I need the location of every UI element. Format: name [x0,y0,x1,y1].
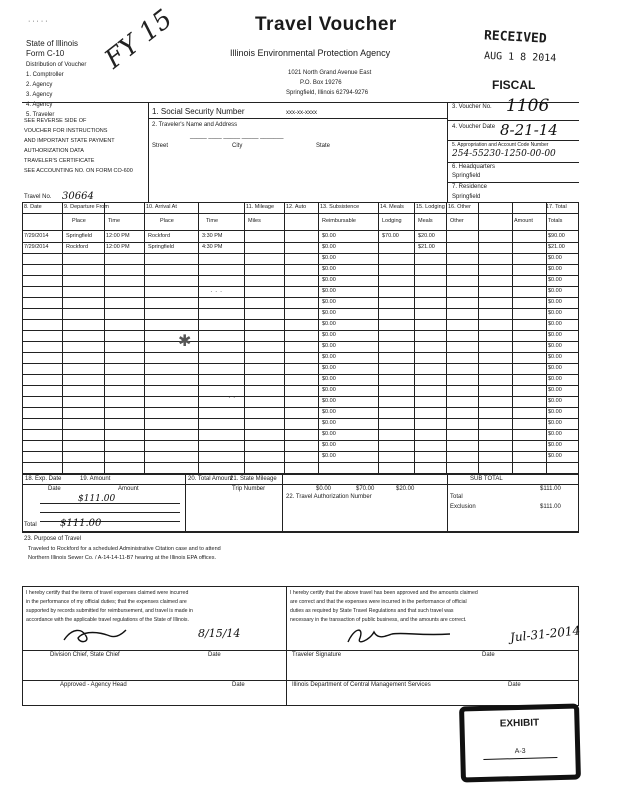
column-subheader: Place [160,218,174,224]
received-stamp: RECEIVED [483,28,547,47]
column-header: 15. Lodging [416,204,445,210]
right-signature [340,622,460,648]
column-header: 12. Auto [286,204,307,210]
row-auto-empty: $0.00 [322,376,336,382]
cert-left-line: I hereby certify that the items of travel expenses claimed were incurred [26,590,189,596]
row-total-empty: $0.00 [548,376,562,382]
instruction-line: SEE ACCOUNTING NO. ON FORM CO-600 [24,168,133,174]
row-auto-empty: $0.00 [322,288,336,294]
row-auto-empty: $0.00 [322,255,336,261]
row-total-empty: $0.00 [548,431,562,437]
traveler-name-redacted: _____ ____ _____ _____ _______ [190,133,284,139]
distribution-item: 1. Comptroller [26,72,64,78]
row-to: Rockford [148,233,171,239]
mileage-total-2: $70.00 [356,486,375,492]
row-total: $21.00 [548,244,565,250]
purpose-line-2: Northern Illinois Sewer Co. / A-14-14-11-B7 hearing at the Illinois EPA offices. [28,555,217,561]
agency-name: Illinois Environmental Protection Agency [230,48,391,58]
row-divider [22,286,579,287]
column-header: 16. Other [448,204,471,210]
handwritten-fy-mark: FY 15 [99,4,179,75]
row-date: 7/29/2014 [24,244,49,250]
row-auto-empty: $0.00 [322,299,336,305]
row-total-empty: $0.00 [548,442,562,448]
voucher-no-label: 3. Voucher No. [452,104,492,110]
ssn-label: 1. Social Security Number [152,107,245,116]
left-signature [60,622,130,646]
residence-value: Springfield [452,194,481,200]
street-label: Street [152,143,169,149]
instruction-line: VOUCHER FOR INSTRUCTIONS [24,128,108,134]
row-total-empty: $0.00 [548,277,562,283]
distribution-item: 5. Traveler [26,112,55,118]
left-date-label: Date [208,652,221,658]
column-header: 8. Date [24,204,42,210]
right-date-label: Date [482,652,495,658]
total-label: Total [24,522,37,528]
row-divider [22,385,579,386]
row-auto-empty: $0.00 [322,266,336,272]
row-auto-empty: $0.00 [322,321,336,327]
headquarters-label: 6. Headquarters [452,164,496,170]
address-line-3: Springfield, Illinois 62794-9276 [286,90,369,96]
row-auto-empty: $0.00 [322,453,336,459]
column-subheader: Amount [514,218,533,224]
cert-right-line: duties as required by State Travel Regulations and that such travel was [290,608,454,614]
purpose-label: 23. Purpose of Travel [24,536,82,542]
travel-no-label: Travel No. [24,194,52,200]
row-arr-time: 4:30 PM [202,244,223,250]
agency-head-label: Approved - Agency Head [60,682,127,688]
column-header: 13. Subsistence [320,204,360,210]
cert-left-line: accordance with the applicable travel regulations of the State of Illinois. [26,617,189,623]
address-line-1: 1021 North Grand Avenue East [288,70,372,76]
row-auto-empty: $0.00 [322,431,336,437]
row-total-empty: $0.00 [548,288,562,294]
row-meals: $20.00 [418,233,435,239]
row-dep-time: 12:00 PM [106,244,130,250]
summary-date-label: 18. Exp. Date [25,476,62,482]
summary-amount-label: 19. Amount [80,476,111,482]
travel-no-value[interactable]: 30664 [62,191,94,202]
summary-amount-value: $111.00 [78,494,116,504]
column-header: 17. Total [546,204,567,210]
row-from: Rockford [66,244,89,250]
appropriation-label: 5. Appropriation and Account Code Number [452,142,549,148]
column-header: 9. Departure From [64,204,109,210]
fiscal-stamp: FISCAL [492,78,536,92]
exhibit-sticker [459,703,581,782]
row-divider [22,374,579,375]
row-total: $90.00 [548,233,565,239]
row-from: Springfield [66,233,92,239]
summary-date-col: Date [48,486,61,492]
scan-artifact-3: · · [228,393,236,402]
right-sig-label: Traveler Signature [292,652,342,658]
left-signature-date: 8/15/14 [198,627,241,640]
column-subheader: Time [206,218,219,224]
row-total-empty: $0.00 [548,409,562,415]
cert-right-line: are correct and that the expenses were incurred in the performance of official [290,599,467,605]
scan-artifact: ✱ [178,333,192,350]
distribution-item: 2. Agency [26,82,53,88]
row-total-empty: $0.00 [548,365,562,371]
row-auto-empty: $0.00 [322,343,336,349]
row-auto-empty: $0.00 [322,277,336,283]
right-signature-date: Jul-31-2014 [509,623,581,645]
distribution-item: 3. Agency [26,92,53,98]
mileage-total-3: $20.00 [396,486,415,492]
total-amount-label: 20. Total Amount [188,476,233,482]
row-divider [22,264,579,265]
city-label: City [232,143,243,149]
traveler-name-label: 2. Traveler's Name and Address [152,122,238,128]
sub-total-value: $111.00 [540,486,561,492]
voucher-date-value[interactable]: 8-21-14 [500,121,558,139]
row-total-empty: $0.00 [548,266,562,272]
cert-right-line: necessary in the transaction of public business, and the amounts are correct. [290,617,467,623]
residence-label: 7. Residence [452,184,488,190]
cert-left-line: in the performance of my official duties; that the expenses claimed are [26,599,187,605]
instruction-line: SEE REVERSE SIDE OF [24,118,87,124]
column-header: 11. Mileage [246,204,275,210]
trip-number-label: Trip Number [232,486,266,492]
row-auto: $0.00 [322,244,336,250]
row-divider [22,407,579,408]
voucher-no-value[interactable]: 1106 [506,96,550,116]
cms-date: Date [508,682,521,688]
exhibit-value: A-3 [514,747,526,756]
row-divider [22,319,579,320]
headquarters-value: Springfield [452,173,481,179]
row-dep-time: 12:00 PM [106,233,130,239]
row-to: Springfield [148,244,174,250]
scribble-mark: · · · · · [28,18,48,25]
voucher-date-label: 4. Voucher Date [452,124,496,130]
row-divider [22,396,579,397]
row-divider [22,418,579,419]
column-subheader: Lodging [382,218,402,224]
row-divider [22,297,579,298]
left-sig-label: Division Chief, State Chief [50,652,120,658]
column-subheader: Totals [548,218,563,224]
row-total-empty: $0.00 [548,310,562,316]
cms-label: Illinois Department of Central Management Services [292,682,431,688]
row-divider [22,352,579,353]
row-date: 7/29/2014 [24,233,49,239]
row-divider [22,253,579,254]
instruction-line: TRAVELER'S CERTIFICATE [24,158,95,164]
row-total-empty: $0.00 [548,354,562,360]
form-label: Form C-10 [26,49,65,58]
row-auto: $0.00 [322,233,336,239]
column-subheader: Miles [248,218,261,224]
cert-left-line: supported by records submitted for reimbursement, and travel is made in [26,608,193,614]
row-auto-empty: $0.00 [322,332,336,338]
mileage-total-1: $0.00 [316,486,332,492]
row-auto-empty: $0.00 [322,409,336,415]
row-total-empty: $0.00 [548,299,562,305]
row-auto-empty: $0.00 [322,310,336,316]
row-auto-empty: $0.00 [322,387,336,393]
distribution-item: 4. Agency [26,102,53,108]
row-total-empty: $0.00 [548,332,562,338]
exhibit-label: EXHIBIT [499,717,540,730]
column-subheader: Reimbursable [322,218,356,224]
page-title: Travel Voucher [255,14,397,35]
column-subheader: Meals [418,218,433,224]
state-label: State of Illinois [26,39,79,48]
row-total-empty: $0.00 [548,387,562,393]
received-date-stamp: AUG 1 8 2014 [483,50,557,65]
grand-total-value: $111.00 [540,504,561,510]
authorization-label: 22. Travel Authorization Number [286,494,372,500]
instruction-line: AND IMPORTANT STATE PAYMENT [24,138,115,144]
row-total-empty: $0.00 [548,343,562,349]
row-meals: $21.00 [418,244,435,250]
distribution-label: Distribution of Voucher [26,62,87,68]
row-auto-empty: $0.00 [322,365,336,371]
row-divider [22,363,579,364]
row-divider [22,341,579,342]
row-divider [22,308,579,309]
grand-total-label: Total [450,494,463,500]
address-line-2: P.O. Box 19276 [300,80,342,86]
column-header: 10. Arrival At [146,204,177,210]
row-auto-empty: $0.00 [322,398,336,404]
row-divider [22,429,579,430]
row-divider [22,451,579,452]
column-subheader: Other [450,218,464,224]
row-total-empty: $0.00 [548,255,562,261]
row-total-empty: $0.00 [548,420,562,426]
row-arr-time: 3:30 PM [202,233,223,239]
scan-artifact-2: · · · [210,287,223,296]
row-auto-empty: $0.00 [322,354,336,360]
state-mileage-label: 21. State Mileage [230,476,277,482]
column-subheader: Place [72,218,86,224]
row-total-empty: $0.00 [548,321,562,327]
ssn-value: xxx-xx-xxxx [286,110,317,116]
exclusion-label: Exclusion [450,504,476,510]
sub-total-label: SUB TOTAL [470,476,503,482]
row-auto-empty: $0.00 [322,442,336,448]
row-divider [22,330,579,331]
instruction-line: AUTHORIZATION DATA [24,148,84,154]
row-divider [22,275,579,276]
purpose-line-1: Traveled to Rockford for a scheduled Administrative Citation case and to attend [28,546,221,552]
exclusion-total: $111.00 [60,518,102,529]
row-total-empty: $0.00 [548,453,562,459]
appropriation-code[interactable]: 254-55230-1250-00-00 [452,149,556,159]
agency-head-date: Date [232,682,245,688]
row-lodging: $70.00 [382,233,399,239]
cert-right-line: I hereby certify that the above travel has been approved and the amounts claimed [290,590,478,596]
row-auto-empty: $0.00 [322,420,336,426]
row-divider [22,440,579,441]
column-header: 14. Meals [380,204,404,210]
row-divider [22,242,579,243]
row-divider [22,462,579,463]
column-subheader: Time [108,218,121,224]
row-total-empty: $0.00 [548,398,562,404]
summary-amount-col: Amount [118,486,139,492]
state-field-label: State [316,143,331,149]
